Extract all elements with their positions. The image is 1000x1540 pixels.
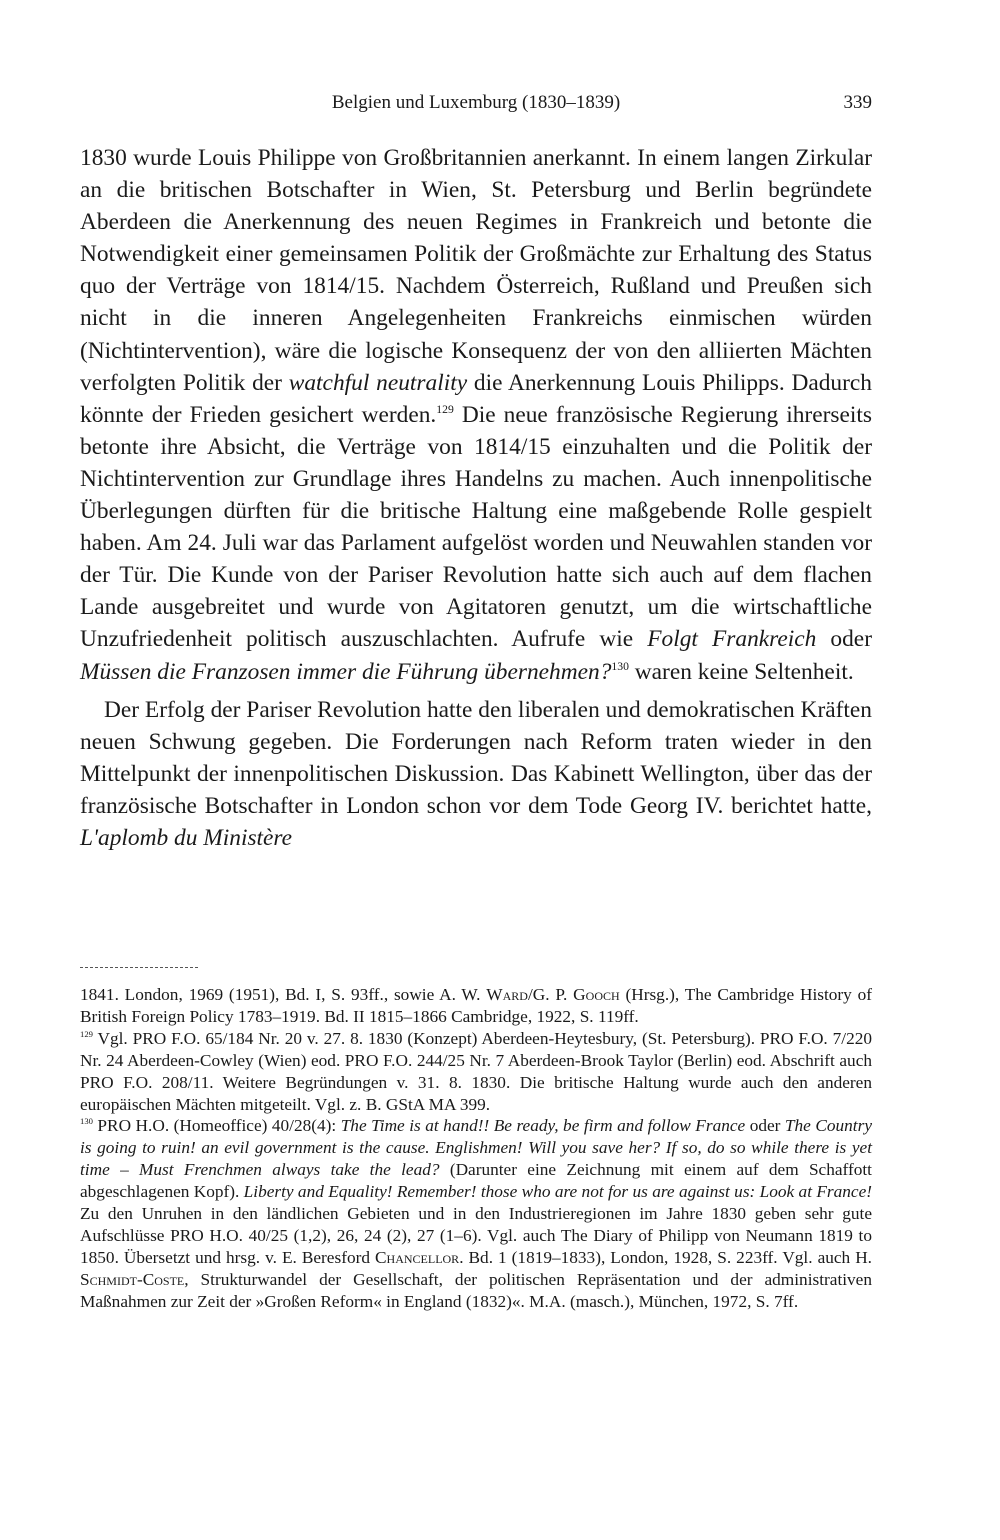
author-name: Ward (486, 985, 528, 1004)
running-title: Belgien und Luxemburg (1830–1839) (331, 92, 621, 113)
text-run: . Bd. 1 (1819–1833), London, 1928, S. 223ff. Vgl. auch H. (459, 1247, 872, 1267)
italic-quote: The Country is going to ruin! an evil government is the cause. Englishmen! Will you save her? If so, do so while there is yet time – Must Frenchmen always take the lead? (80, 1116, 872, 1180)
italic-quote: Folgt Frankreich (647, 626, 817, 653)
italic-term: watchful neutrality (288, 369, 468, 396)
text-run: die Anerkennung Louis Philipps. Dadurch könnte der Frieden gesichert werden. (80, 369, 872, 428)
text-run: Der Erfolg der Pariser Revolution hatte den liberalen und demokratischen Kräften neuen Schwung gegeben. Die Forderungen nach Reform traten wieder in den Mittelpunkt der innenpolitischen Diskussion. Das Kabinett Wellington, über das der französische Botschafter in London schon vor dem Tode Georg IV. berichtet hatte, (80, 696, 872, 819)
text-run: PRO H.O. (Homeoffice) 40/28(4): (92, 1116, 341, 1136)
footnote-reference-129: 129 (436, 402, 454, 416)
footnote-129 (80, 1028, 872, 1116)
text-run: 1830 wurde Louis Philippe von Großbritannien anerkannt. In einem langen Zirkular an die britischen Botschafter in Wien, St. Petersburg und Berlin begründete Aberdeen die Anerkennung des neuen Regimes in Frankreich und betonte die Notwendigkeit einer gemeinsamen Politik der Großmächte zur Erhaltung des Status quo der Verträge von 1814/15. Nachdem Österreich, Rußland und Preußen sich nicht in die inneren Angelegenheiten Frankreichs einmischen würden (Nichtintervention), wäre die logische Konsequenz der von den alliierten Mächten verfolgten Politik der (80, 145, 872, 396)
footnote-number: 129 (80, 1029, 93, 1040)
text-run: (Hrsg.), The Cambridge History of British Foreign Policy 1783–1919. Bd. II 1815–1866 Cambridge, 1922, S. 119ff. (80, 985, 873, 1026)
italic-quote: Liberty and Equality! Remember! those who are not for us are against us: Look at France! (243, 1182, 872, 1202)
footnote-reference-130: 130 (611, 659, 629, 673)
text-run: Zu den Unruhen in den ländlichen Gebieten und in den Industrieregionen im Jahre 1830 geben sehr gute Aufschlüsse PRO H.O. 40/25 (1,2), 26, 24 (2), 27 (1–6). Vgl. auch The Diary of Philipp von Neumann 1819 to 1850. Übersetzt und hrsg. v. E. Beresford (80, 1204, 872, 1267)
paragraph-1 (80, 142, 872, 688)
italic-quote: Müssen die Franzosen immer die Führung übernehmen? (80, 658, 612, 685)
text-run: Die neue französische Regierung ihrerseits betonte ihre Absicht, die Verträge von 1814/15 einzuhalten und die Politik der Nichtintervention zur Grundlage ihres Handelns zu machen. Auch innenpolitische Überlegungen dürften für die britische Haltung eine maßgebende Rolle gespielt haben. Am 24. Juli war das Parlament aufgelöst worden und Neuwahlen standen vor der Tür. Die Kunde von der Pariser Revolution hatte sich auch auf dem flachen Lande ausgebreitet und wurde von Agitatoren genutzt, um die wirtschaftliche Unzufriedenheit politisch auszuschlachten. Aufrufe wie (80, 401, 872, 653)
text-run: oder (816, 626, 872, 653)
footnote-continuation (80, 984, 872, 1028)
footnote-divider (80, 967, 198, 968)
text-run: /G. P. (527, 985, 574, 1004)
italic-quote: The Time is at hand!! Be ready, be firm and follow France (340, 1116, 746, 1136)
text-run: oder (745, 1116, 785, 1136)
italic-quote: L'aplomb du Ministère (80, 824, 293, 851)
text-run: waren keine Seltenheit. (628, 658, 854, 685)
author-name: Chancellor (375, 1247, 460, 1267)
author-name: Schmidt-Coste (80, 1269, 185, 1289)
text-run: 1841. London, 1969 (1951), Bd. I, S. 93ff., sowie A. W. (80, 985, 487, 1004)
running-head (80, 92, 872, 118)
text-run: Vgl. PRO F.O. 65/184 Nr. 20 v. 27. 8. 1830 (Konzept) Aberdeen-Heytesbury, (St. Petersburg). PRO F.O. 7/220 Nr. 24 Aberdeen-Cowley (Wien) eod. PRO F.O. 244/25 Nr. 7 Aberdeen-Brook Taylor (Berlin) eod. Abschrift auch PRO F.O. 208/11. Weitere Begründungen v. 31. 8. 1830. Die britische Haltung wurde auch den anderen europäischen Mächten mitgeteilt. Vgl. z. B. GStA MA 399. (80, 1028, 872, 1114)
text-run: , Strukturwandel der Gesellschaft, der politischen Repräsentation und der administrativen Maßnahmen zur Zeit der »Großen Reform« in England (1832)«. M.A. (masch.), München, 1972, S. 7ff. (80, 1269, 872, 1311)
page-number: 339 (843, 92, 872, 113)
footnotes (80, 984, 872, 1313)
main-text (80, 142, 872, 854)
footnote-130 (80, 1115, 872, 1312)
text-run: (Darunter eine Zeichnung mit einem auf dem Schaffott abgeschlagenen Kopf). (80, 1160, 872, 1202)
author-name: Gooch (573, 985, 620, 1004)
footnote-number: 130 (80, 1116, 93, 1127)
paragraph-2 (80, 694, 872, 854)
